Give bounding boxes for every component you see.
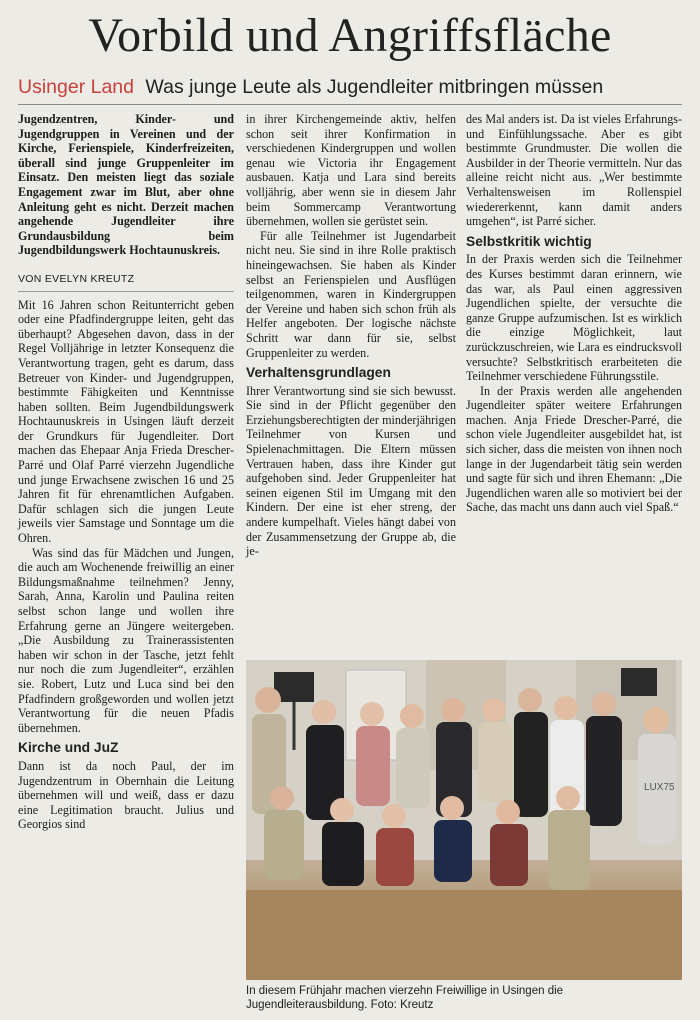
subheadline <box>18 74 698 100</box>
author-byline: VON EVELYN KREUTZ <box>18 272 234 292</box>
headline: Vorbild und Angriffsfläche <box>88 9 612 62</box>
section-heading-kirche: Kirche und JuZ <box>18 740 119 756</box>
body-paragraph: in ihrer Kirchengemeinde aktiv, helfen schon seit ihrer Konfirmation in verschiedenen Kindergruppen und wollen genau wie Victoria ihr Engagement ausbauen. Katja und Lara sind bereits volljährig, aber wenn sie in diesem Jahr beim Sommercamp Verantwortung übernehmen, wollen sie gerüstet sein. <box>246 112 456 229</box>
body-paragraph: In der Praxis werden alle angehenden Jugendleiter später weitere Erfahrungen machen. Anja Friede Drescher-Parré, die schon viele Jugendleiter ausgebildet hat, ist sich sicher, dass die meisten von ihnen noch lange in der Jugendarbeit tätig sein werden und sagte für sich und ihren Ehemann: „Die Jugendlichen waren alle so motiviert bei der Sache, das macht uns dann auch viel Spaß.“ <box>466 383 682 515</box>
photo-caption: In diesem Frühjahr machen vierzehn Freiwillige in Usingen die Jugendleiterausbildung. Foto: Kreutz <box>246 985 564 1011</box>
body-paragraph: In der Praxis werden sich die Teilnehmer des Kurses bestimmt daran erinnern, wie das war, als Paul einen aggressiven Jugendlichen spielte, der versuchte die ganze Gruppe aufzumischen. Ist es wirklich die einzige Möglichkeit, laut zurückzuschreien, wie Lara es eindrucksvoll versuchte? Selbstkritisch erarbeiteten die Teilnehmer verschiedene Führungsstile. <box>466 252 682 384</box>
intro-paragraph: Jugendzentren, Kinder- und Jugendgruppen in Vereinen und der Kirche, Ferienspiele, Kinderfreizeiten, überall sind junge Gruppenleiter im Einsatz. Den meisten liegt das soziale Engagement zwar im Blut, aber ohne Anleitung geht es nicht. Derzeit machen angehende Jugendleiter ihre Grundausbildung beim Jugendbildungswerk Hochtaunuskreis. <box>18 112 234 258</box>
column-3 <box>466 112 682 515</box>
shirt-text: LUX75 <box>644 782 675 793</box>
location-label: Usinger Land <box>18 76 134 98</box>
section-heading-selbstkritik: Selbstkritik wichtig <box>466 233 592 249</box>
column-1 <box>18 112 234 832</box>
section-heading-verhaltensgrundlagen: Verhaltensgrundlagen <box>246 365 391 381</box>
body-paragraph: Ihrer Verantwortung sind sie sich bewusst. Sie sind in der Pflicht gegenüber den Erziehungsberechtigten der minderjährigen Teilnehmer von Kursen und Spielenachmittagen. Die Eltern müssen Vertrauen haben, dass ihre Kinder gut aufgehoben sind. Jeder Gruppenleiter hat seinen eigenen Stil im Umgang mit den Kindern. Der eine ist eher streng, der andere kumpelhaft. Vieles hängt dabei von der Zusammensetzung der Gruppe ab, die je- <box>246 383 456 559</box>
body-paragraph: Für alle Teilnehmer ist Jugendarbeit nicht neu. Sie sind in ihre Rolle praktisch hineingewachsen. Sie haben als Kinder selbst an Ferienspielen und Ausflügen teilgenommen, waren in Kindergruppen der Vereine und haben sich schon früh als Helfer angeboten. Der logische nächste Schritt war dann für sie, selbst Gruppenleiter zu werden. <box>246 228 456 360</box>
body-paragraph: Was sind das für Mädchen und Jungen, die auch am Wochenende freiwillig an einer Bildungsmaßnahme teilnehmen? Jenny, Sarah, Anna, Karolin und Paulina reiten selbst schon lange und wollen ihre Erfahrung gerne an Jüngere weitergeben. „Die Ausbildung zu Trainerassistenten haben wir schon in der Tasche, jetzt fehlt nur noch die zum Jugendleiter“, erzählen sie. Robert, Lutz und Luca sind bei den Pfadfindern großgeworden und wollen jetzt Verantwortung für die neuen Pfadis übernehmen. <box>18 545 234 735</box>
group-photo <box>246 660 682 980</box>
column-2 <box>246 112 456 559</box>
body-paragraph: Dann ist da noch Paul, der im Jugendzentrum in Obernhain die Leitung übernehmen will und weiß, dass er dazu eine Legitimation braucht. Julius und Georgios sind <box>18 758 234 832</box>
header-divider <box>18 104 682 105</box>
deck-text: Was junge Leute als Jugendleiter mitbringen müssen <box>145 76 604 98</box>
group-photo-illustration <box>246 660 682 980</box>
body-paragraph: des Mal anders ist. Da ist vieles Erfahrungs- und Einfühlungssache. Aber es gibt bestimmte Grundmuster. Die wollen die Ausbilder in der Theorie vermitteln. Nur das alleine reicht nicht aus. „Wer bestimmte Verhaltensweisen im Rollenspiel wiedererkennt, kann damit anders umgehen“, ist Parré sicher. <box>466 112 682 229</box>
body-paragraph: Mit 16 Jahren schon Reitunterricht geben oder eine Pfadfindergruppe leiten, geht das überhaupt? Abgesehen davon, dass in der Regel Volljährige in letzter Konsequenz die Verantwortung tragen, geht es darum, dass Betreuer von Kinder- und Jugendgruppen, bestimmte Fähigkeiten und Kenntnisse haben sollten. Beim Jugendbildungswerk Hochtaunuskreis in Usingen läuft derzeit der Grundkurs für Jugendleiter. Dort machen das Ehepaar Anja Frieda Drescher-Parré und Olaf Parré vierzehn Jugendliche und junge Erwachsene zwischen 16 und 25 Jahren fit für ehrenamtlichen Aufgaben. Dafür schlagen sich die jungen Leute jeweils vier Samstage und Sonntage um die Ohren. <box>18 297 234 546</box>
